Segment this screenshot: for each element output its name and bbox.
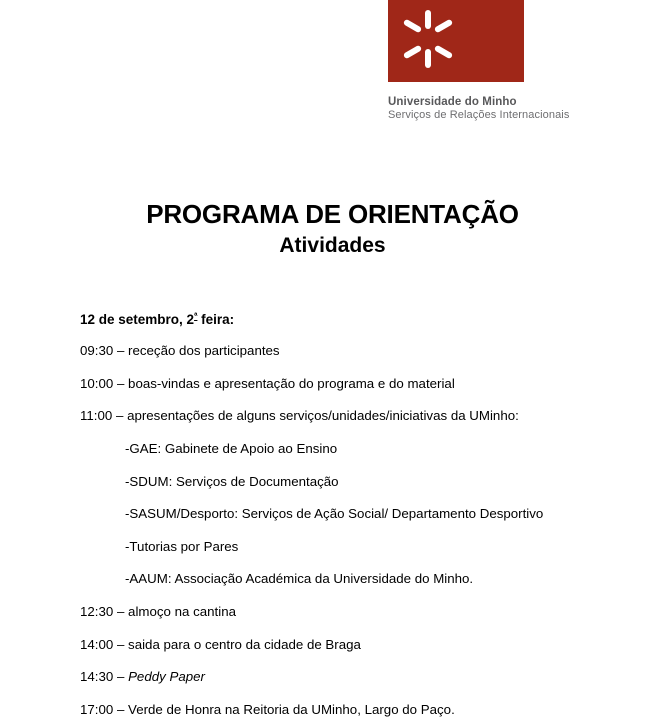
schedule-date-heading (80, 312, 600, 327)
schedule-entry-emphasis: Peddy Paper (128, 669, 205, 685)
schedule-entry: 09:30 – receção dos participantes (80, 343, 280, 358)
schedule-date-suffix: feira: (197, 312, 235, 327)
schedule-entry: 17:00 – Verde de Honra na Reitoria da UMinho, Largo do Paço. (80, 701, 455, 717)
page-subtitle: Atividades (279, 234, 386, 257)
department-name: Serviços de Relações Internacionais (388, 109, 570, 122)
page-title: PROGRAMA DE ORIENTAÇÃO (146, 199, 519, 229)
schedule-entry: 14:00 – saida para o centro da cidade de Braga (80, 636, 361, 652)
list-item: -AAUM: Associação Académica da Universidade do Minho. (125, 571, 474, 587)
schedule-section (80, 312, 600, 718)
schedule-sublist (80, 442, 600, 587)
schedule-entry-prefix: 14:30 – (80, 669, 129, 685)
wordmark (388, 95, 628, 123)
schedule-entry (80, 670, 600, 685)
schedule-entry: 11:00 – apresentações de alguns serviços/unidades/iniciativas da UMinho: (80, 408, 519, 424)
organization-name: Universidade do Minho (388, 96, 517, 108)
schedule-date-prefix: 12 de setembro, 2 (80, 312, 195, 327)
list-item: -SASUM/Desporto: Serviços de Ação Social/ Departamento Desportivo (125, 506, 544, 522)
list-item: -GAE: Gabinete de Apoio ao Ensino (125, 440, 338, 456)
list-item: -SDUM: Serviços de Documentação (125, 473, 339, 489)
list-item: -Tutorias por Pares (125, 538, 239, 554)
schedule-date-ordinal: ª (194, 310, 198, 321)
schedule-entry: 10:00 – boas-vindas e apresentação do programa e do material (80, 375, 455, 391)
uminho-asterisk-icon (402, 10, 454, 68)
uminho-logo (388, 0, 524, 82)
schedule-entry: 12:30 – almoço na cantina (80, 604, 236, 619)
letterhead (388, 0, 628, 123)
